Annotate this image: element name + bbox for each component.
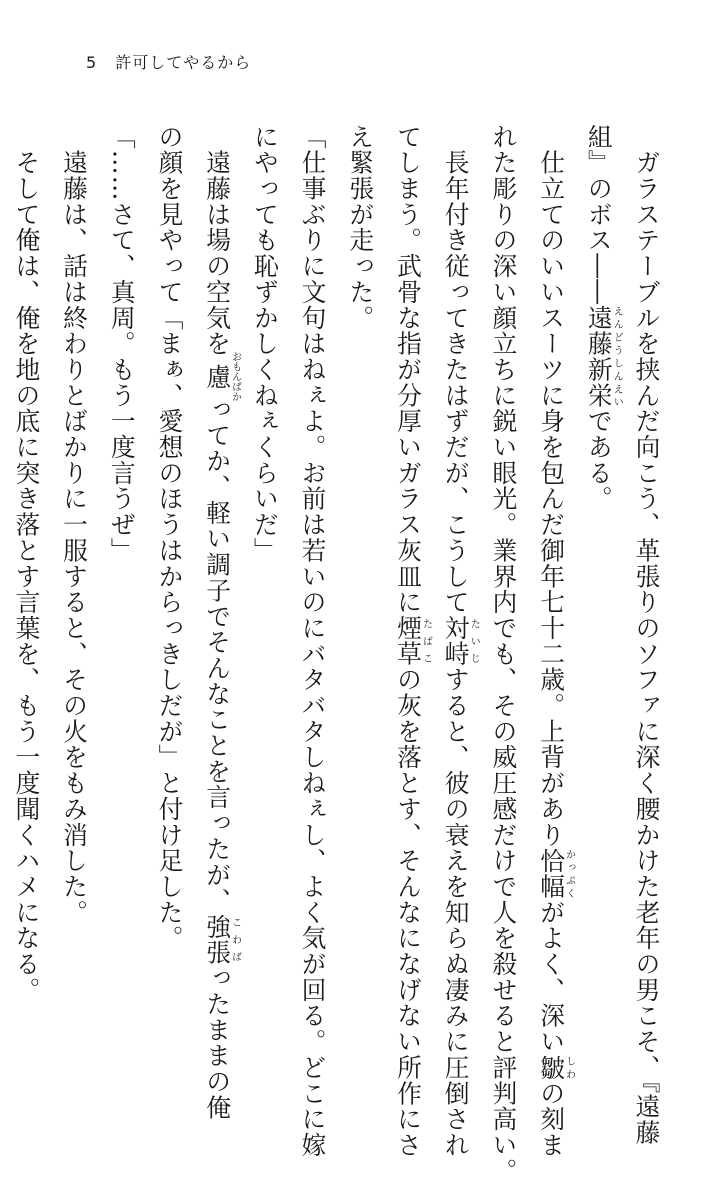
text-line bbox=[50, 124, 98, 984]
text-segment: え緊張が走った。 bbox=[345, 124, 375, 331]
chapter-title: 許可してやるから bbox=[115, 53, 252, 72]
furigana: かっぷく bbox=[563, 847, 575, 900]
vertical-body-text bbox=[11, 124, 670, 1184]
text-segment: 「……さて、真周。もう一度言うぜ」 bbox=[107, 124, 137, 564]
ruby-base: 煙草 bbox=[393, 615, 423, 667]
text-segment: れた彫りの深い顔立ちに鋭い眼光。業界内でも、その威圧感だけで人を殺せると評判高い。 bbox=[488, 124, 518, 1184]
ruby-word bbox=[441, 615, 480, 667]
ruby-word bbox=[584, 304, 623, 409]
text-line bbox=[479, 124, 527, 1184]
text-segment: 遠藤は場の空気を bbox=[202, 124, 232, 357]
text-segment: ガラステーブルを挟んだ向こう、革張りのソファに深く腰かけた老年の男こそ、『遠藤 bbox=[632, 124, 661, 1146]
ruby-base: 対峙 bbox=[441, 615, 471, 667]
text-segment: である。 bbox=[584, 408, 614, 512]
ruby-word bbox=[536, 1054, 575, 1081]
text-line bbox=[145, 124, 193, 984]
ruby-base: 皺 bbox=[536, 1054, 566, 1081]
text-segment: にやっても恥ずかしくねぇくらいだ」 bbox=[250, 124, 280, 564]
text-segment: そして俺は、俺を地の底に突き落とす言葉を、もう一度聞くハメになる。 bbox=[11, 124, 41, 1003]
text-line bbox=[193, 124, 241, 1121]
text-line bbox=[431, 124, 480, 1159]
text-segment: の灰を落とす、そんなになげない所作にさ bbox=[393, 666, 423, 1159]
text-line bbox=[384, 124, 432, 1159]
ruby-base: 恰幅 bbox=[536, 847, 566, 900]
text-line bbox=[622, 124, 670, 1146]
text-segment: 遠藤は、話は終わりとばかりに一服すると、その火をもみ消した。 bbox=[59, 124, 89, 926]
furigana: おもんぱか bbox=[229, 351, 241, 402]
text-segment: の顔を見やって「まぁ、愛想のほうはからっきしだが」と付け足した。 bbox=[154, 124, 184, 952]
text-line bbox=[527, 124, 575, 1159]
ruby-word bbox=[536, 847, 575, 900]
text-segment: ってか、軽い調子でそんなことを言ったが、 bbox=[202, 396, 232, 914]
text-segment: の刻ま bbox=[536, 1080, 566, 1159]
ruby-word bbox=[202, 913, 241, 966]
ruby-word bbox=[393, 615, 432, 667]
text-line bbox=[98, 124, 146, 984]
text-line bbox=[336, 124, 384, 984]
furigana: しわ bbox=[563, 1054, 575, 1081]
text-segment: ったままの俺 bbox=[202, 965, 232, 1121]
text-line bbox=[241, 124, 289, 984]
text-segment: すると、彼の衰えを知らぬ凄みに圧倒され bbox=[441, 666, 471, 1159]
page-number: 5 bbox=[86, 53, 98, 72]
text-line bbox=[288, 124, 336, 1158]
text-segment: 仕立てのいいスーツに身を包んだ御年七十二歳。上背があり bbox=[536, 124, 566, 848]
furigana: えんどうしんえい bbox=[611, 304, 623, 409]
ruby-base: 遠藤新栄 bbox=[584, 304, 614, 409]
text-segment: 「仕事ぶりに文句はねぇよ。お前は若いのにバタバタしねぇし、よく気が回る。どこに嫁 bbox=[298, 124, 328, 1158]
running-header bbox=[86, 50, 251, 73]
furigana: たばこ bbox=[420, 615, 432, 667]
furigana: たいじ bbox=[468, 615, 480, 667]
ruby-base: 強張 bbox=[202, 913, 232, 966]
text-line bbox=[2, 124, 50, 1003]
text-line bbox=[575, 124, 623, 984]
text-segment: 長年付き従ってきたはずだが、こうして bbox=[441, 124, 471, 616]
text-segment: 組』のボス―― bbox=[584, 124, 614, 305]
text-segment: がよく、深い bbox=[536, 899, 566, 1055]
ruby-word bbox=[202, 351, 241, 402]
furigana: こわば bbox=[229, 913, 241, 966]
ruby-base: 慮 bbox=[202, 351, 232, 402]
text-segment: てしまう。武骨な指が分厚いガラス灰皿に bbox=[393, 124, 423, 616]
